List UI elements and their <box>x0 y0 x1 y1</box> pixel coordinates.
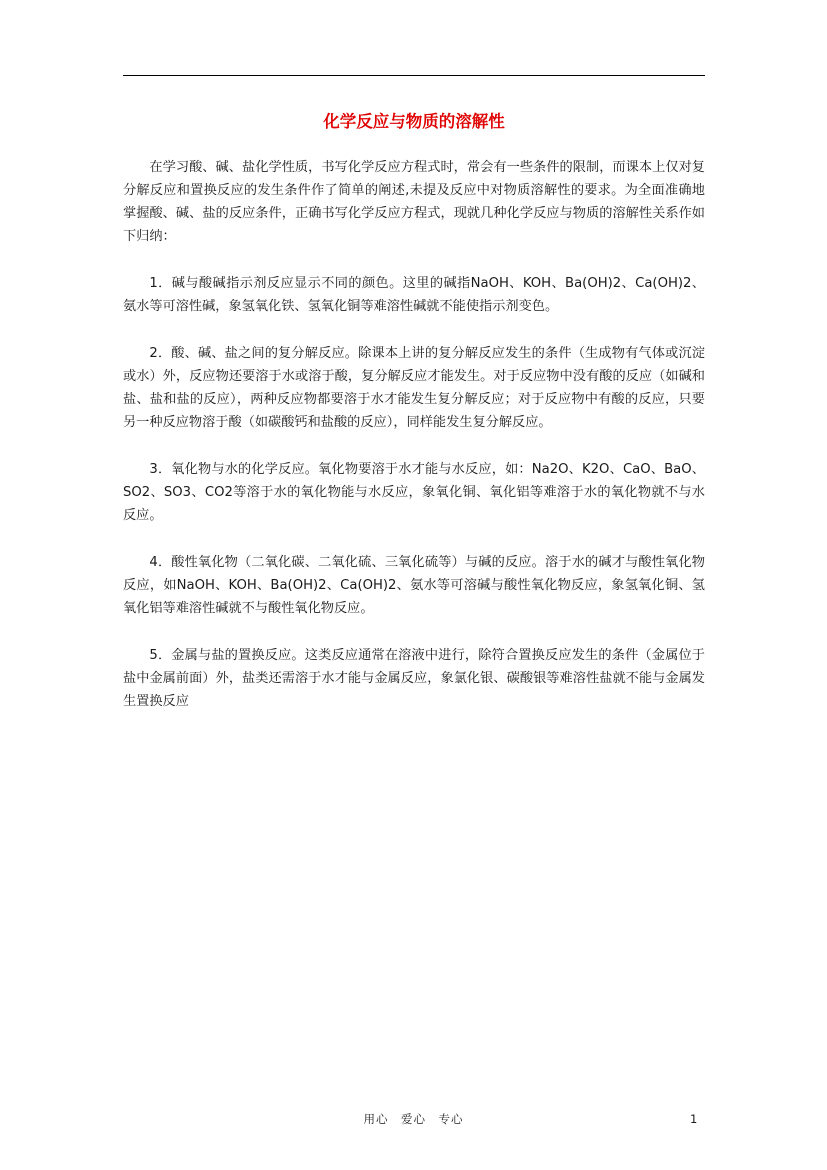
footer-motto: 用心 爱心 专心 <box>363 1112 464 1126</box>
header-divider <box>123 75 705 76</box>
paragraph-4: 4．酸性氧化物（二氧化碳、二氧化硫、三氧化硫等）与碱的反应。溶于水的碱才与酸性氧化物反应，如NaOH、KOH、Ba(OH)2、Ca(OH)2、氨水等可溶碱与酸性氧化物反应，象氢氧化铜、氢氧化铝等难溶性碱就不与酸性氧化物反应。 <box>123 555 705 616</box>
paragraph-5: 5．金属与盐的置换反应。这类反应通常在溶液中进行，除符合置换反应发生的条件（金属位于盐中金属前面）外，盐类还需溶于水才能与金属反应，象氯化银、碳酸银等难溶性盐就不能与金属发生置换反应 <box>123 648 705 709</box>
document-body <box>123 156 705 737</box>
paragraph-intro: 在学习酸、碱、盐化学性质，书写化学反应方程式时，常会有一些条件的限制，而课本上仅对复分解反应和置换反应的发生条件作了简单的阐述,未提及反应中对物质溶解性的要求。为全面准确地掌握酸、碱、盐的反应条件，正确书写化学反应方程式，现就几种化学反应与物质的溶解性关系作如下归纳： <box>123 160 705 244</box>
paragraph-1: 1．碱与酸碱指示剂反应显示不同的颜色。这里的碱指NaOH、KOH、Ba(OH)2、Ca(OH)2、氨水等可溶性碱，象氢氧化铁、氢氧化铜等难溶性碱就不能使指示剂变色。 <box>123 276 705 314</box>
document-title: 化学反应与物质的溶解性 <box>323 112 505 131</box>
page-number: 1 <box>690 1112 698 1126</box>
paragraph-2: 2．酸、碱、盐之间的复分解反应。除课本上讲的复分解反应发生的条件（生成物有气体或沉淀或水）外，反应物还要溶于水或溶于酸，复分解反应才能发生。对于反应物中没有酸的反应（如碱和盐、盐和盐的反应），两种反应物都要溶于水才能发生复分解反应；对于反应物中有酸的反应，只要另一种反应物溶于酸（如碳酸钙和盐酸的反应），同样能发生复分解反应。 <box>123 346 705 430</box>
paragraph-3: 3．氧化物与水的化学反应。氧化物要溶于水才能与水反应，如：Na2O、K2O、CaO、BaO、SO2、SO3、CO2等溶于水的氧化物能与水反应，象氧化铜、氧化铝等难溶于水的氧化物就不与水反应。 <box>123 462 705 523</box>
